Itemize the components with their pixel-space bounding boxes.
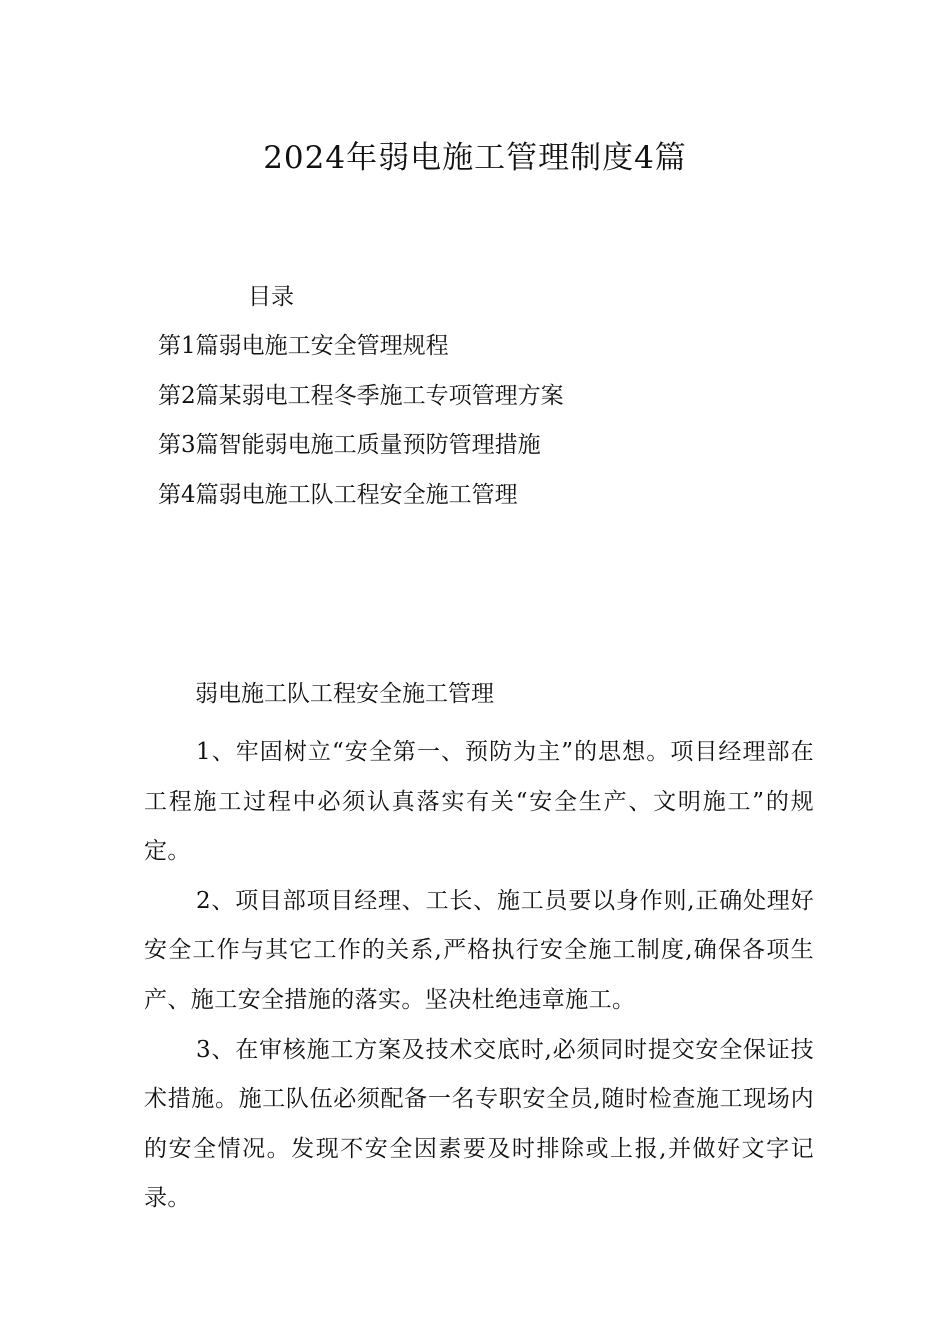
section-heading: 弱电施工队工程安全施工管理 xyxy=(195,681,494,707)
toc-item-4[interactable]: 第4篇弱电施工队工程安全施工管理 xyxy=(158,481,518,508)
document-title: 2024年弱电施工管理制度4篇 xyxy=(263,140,687,176)
paragraph-3: 3、在审核施工方案及技术交底时,必须同时提交安全保证技术措施。施工队伍必须配备一名专职安全员,随时检查施工现场内的安全情况。发现不安全因素要及时排除或上报,并做好文字记录。 xyxy=(144,1036,814,1212)
toc-item-2[interactable]: 第2篇某弱电工程冬季施工专项管理方案 xyxy=(158,382,564,409)
table-of-contents xyxy=(158,329,564,527)
paragraph-2: 2、项目部项目经理、工长、施工员要以身作则,正确处理好安全工作与其它工作的关系,严格执行安全施工制度,确保各项生产、施工安全措施的落实。坚决杜绝违章施工。 xyxy=(144,887,814,1013)
section-body xyxy=(144,728,814,1224)
toc-item-3[interactable]: 第3篇智能弱电施工质量预防管理措施 xyxy=(158,432,541,458)
paragraph-1: 1、牢固树立“安全第一、预防为主”的思想。项目经理部在工程施工过程中必须认真落实有关“安全生产、文明施工”的规定。 xyxy=(144,739,814,865)
toc-item-1[interactable]: 第1篇弱电施工安全管理规程 xyxy=(158,333,449,359)
toc-heading: 目录 xyxy=(248,284,294,310)
